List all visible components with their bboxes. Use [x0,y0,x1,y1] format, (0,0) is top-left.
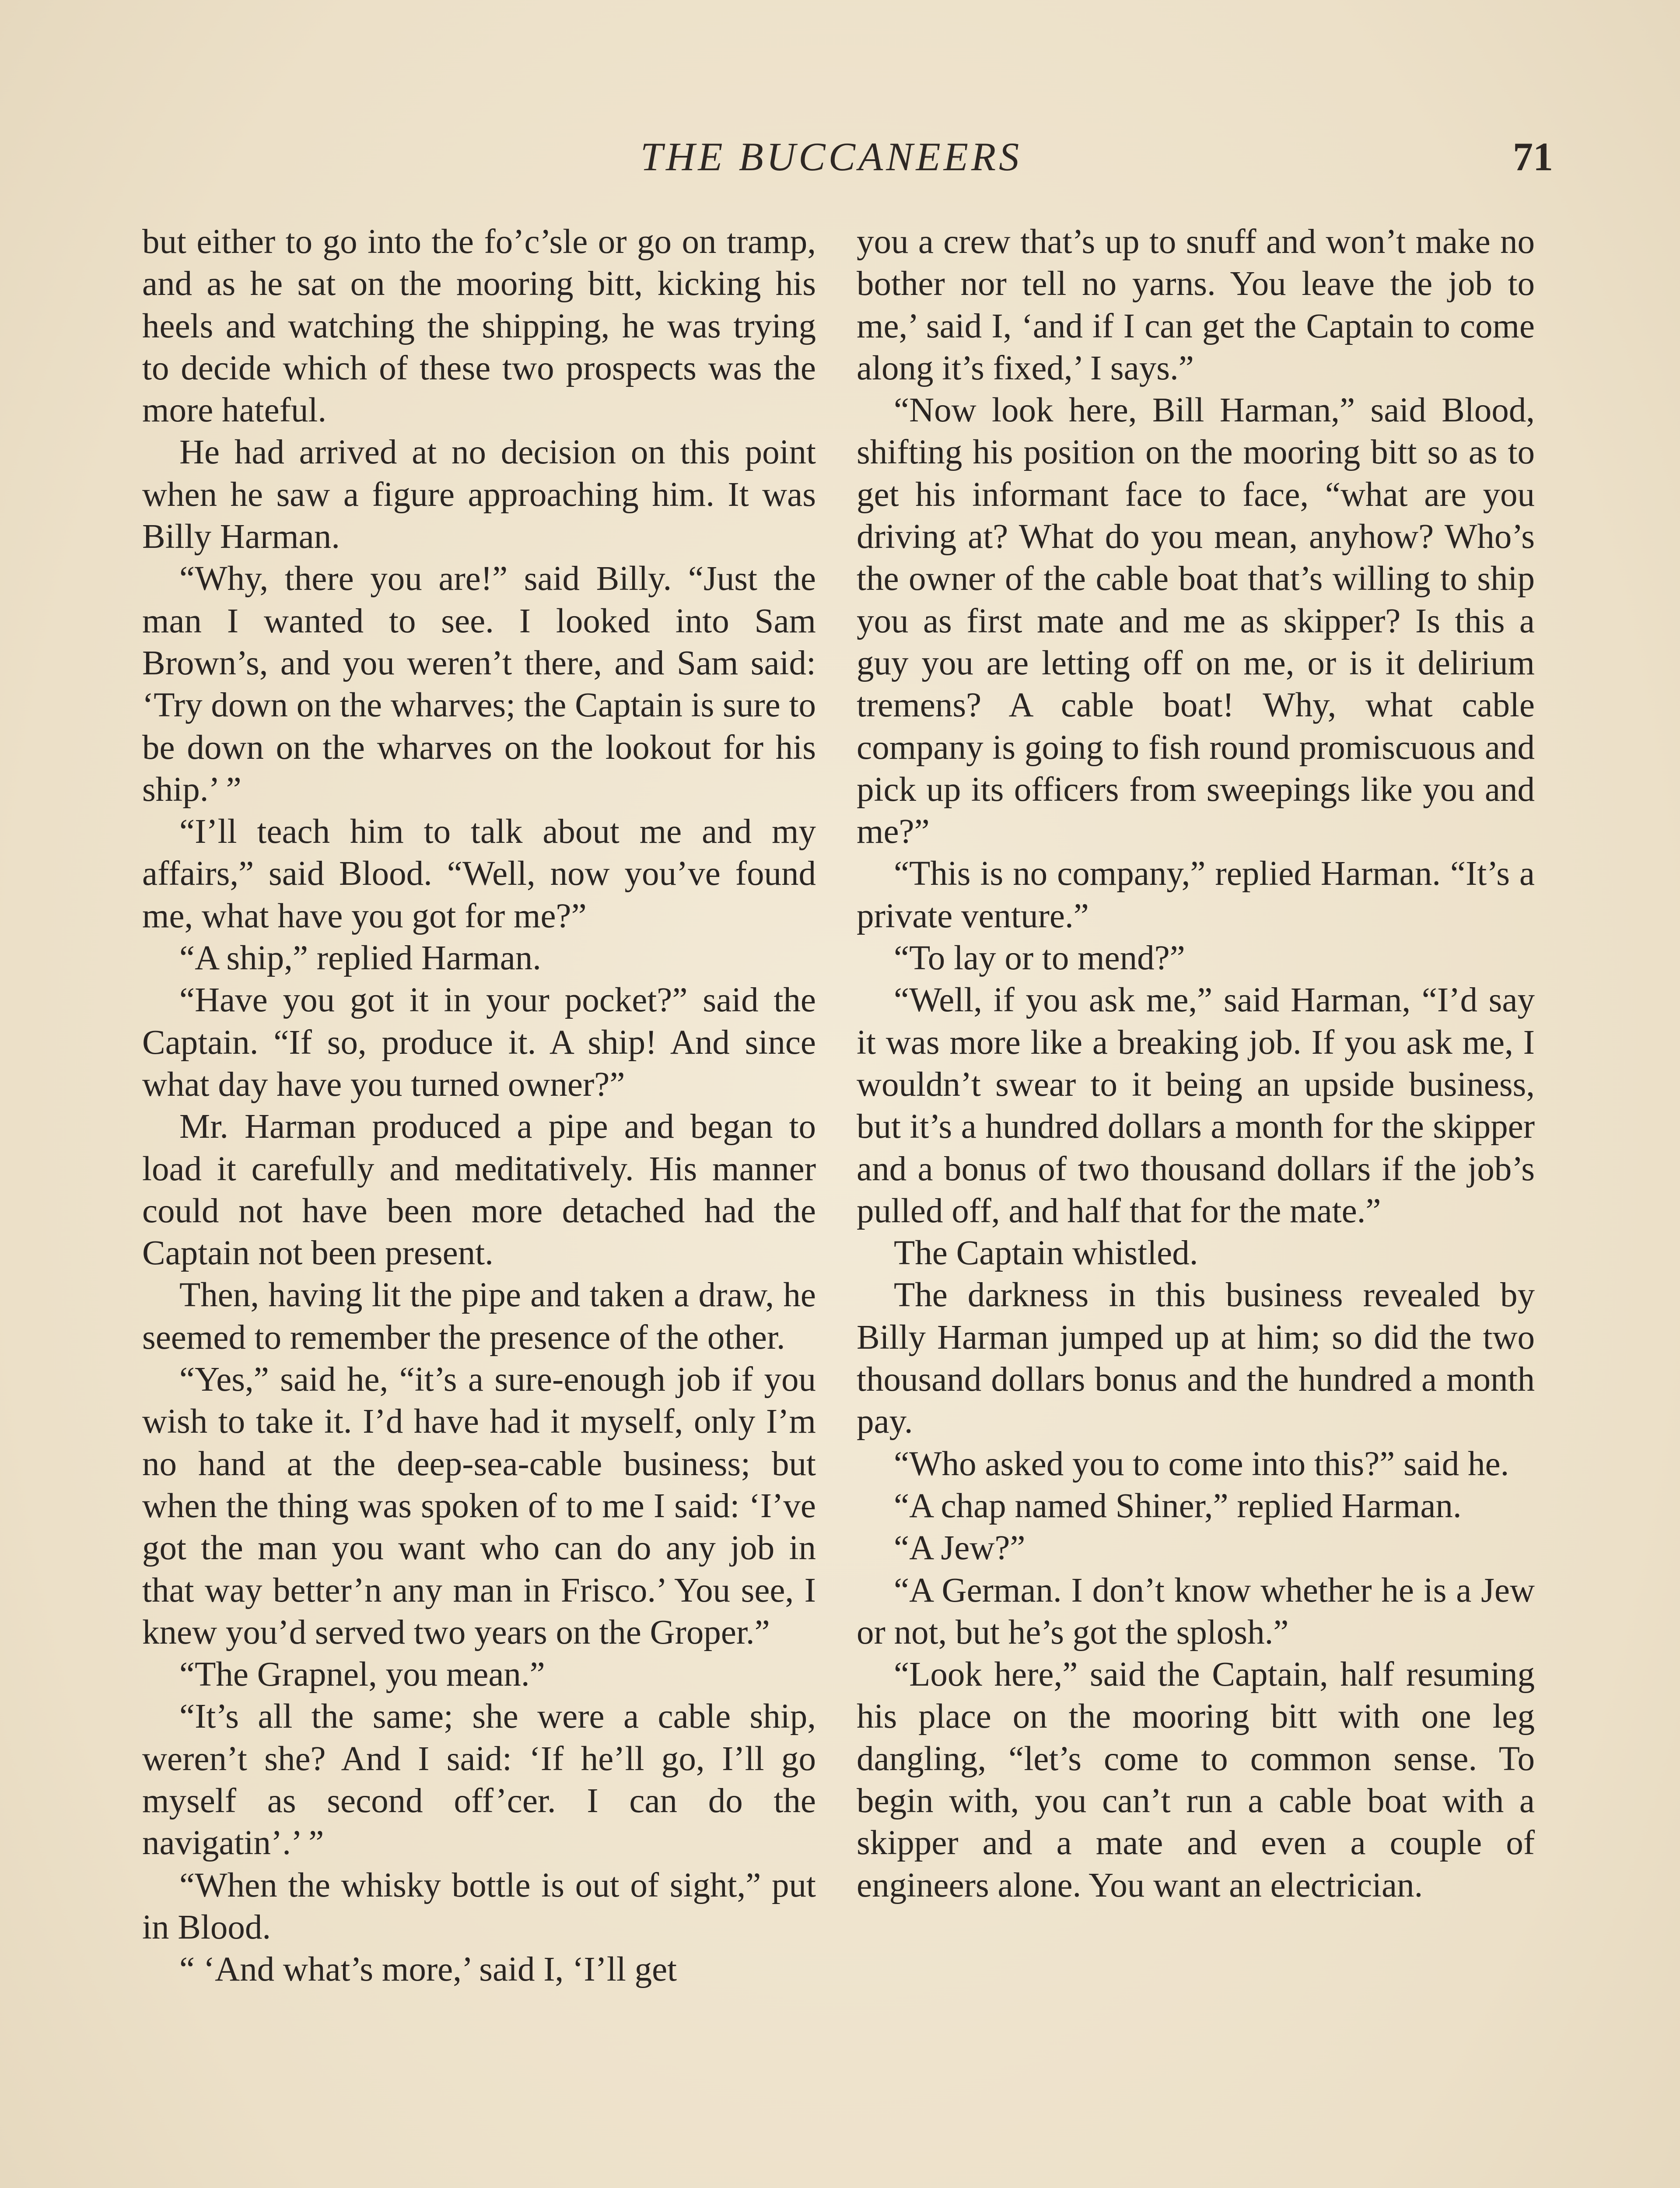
paragraph: “Have you got it in your pocket?” said the Captain. “If so, produce it. A ship! And since what day have you turned owner?” [142,981,816,1104]
left-column [142,221,816,1991]
paragraph: “ ‘And what’s more,’ said I, ‘I’ll get [179,1950,677,1989]
paragraph: “This is no company,” replied Harman. “It’s a private venture.” [857,855,1535,935]
paragraph: “I’ll teach him to talk about me and my affairs,” said Blood. “Well, now you’ve found me, what have you got for me?” [142,813,816,935]
page-number: 71 [1513,134,1553,179]
paragraph: “Who asked you to come into this?” said he. [894,1445,1509,1483]
paragraph: “Why, there you are!” said Billy. “Just the man I wanted to see. I looked into Sam Brown’s, and you weren’t there, and Sam said: ‘Try down on the wharves; the Captain is sure to be down on the wharves on the lookout for his ship.’ ” [142,560,816,809]
paragraph: Then, having lit the pipe and taken a draw, he seemed to remember the presence of the other. [142,1276,816,1357]
paragraph: “It’s all the same; she were a cable ship, weren’t she? And I said: ‘If he’ll go, I’ll go myself as second off’cer. I can do the navigatin’.’ ” [142,1697,816,1862]
paragraph: “Well, if you ask me,” said Harman, “I’d say it was more like a breaking job. If you ask me, I wouldn’t swear to it being an upside business, but it’s a hundred dollars a month for the skipper and a bonus of two thousand dollars if the job’s pulled off, and half that for the mate.” [857,981,1535,1230]
right-column [857,221,1535,1907]
paragraph: The darkness in this business revealed by Billy Harman jumped up at him; so did the two thousand dollars bonus and the hundred a month pay. [857,1276,1535,1441]
paragraph: “A German. I don’t know whether he is a Jew or not, but he’s got the splosh.” [857,1571,1535,1652]
paragraph: “Now look here, Bill Harman,” said Blood, shifting his position on the mooring bitt so as to get his informant face to face, “what are you driving at? What do you mean, anyhow? Who’s the owner of the cable boat that’s willing to ship you as first mate and me as skipper? Is this a guy you are letting off on me, or is it delirium tremens? A cable boat! Why, what cable company is going to fish round promiscuous and pick up its officers from sweepings like you and me?” [857,391,1535,851]
paragraph: “A ship,” replied Harman. [179,939,542,978]
paragraph: “When the whisky bottle is out of sight,” put in Blood. [142,1866,816,1946]
paragraph: He had arrived at no decision on this point when he saw a figure approaching him. It was Billy Harman. [142,433,816,556]
paragraph: The Captain whistled. [894,1234,1198,1273]
paragraph: “A Jew?” [894,1529,1026,1567]
paragraph: Mr. Harman produced a pipe and began to load it carefully and meditatively. His manner could not have been more detached had the Captain not been present. [142,1108,816,1273]
paragraph: but either to go into the fo’c’sle or go on tramp, and as he sat on the mooring bitt, kicking his heels and watching the shipping, he was trying to decide which of these two prospects was the more hateful. [142,223,816,430]
running-head [0,133,1680,182]
paragraph: “Yes,” said he, “it’s a sure-enough job if you wish to take it. I’d have had it myself, only I’m no hand at the deep-sea-cable business; but when the thing was spoken of to me I said: ‘I’ve got the man you want who can do any job in that way better’n any man in Frisco.’ You see, I knew you’d served two years on the Groper.” [142,1360,816,1652]
paragraph: “To lay or to mend?” [894,939,1185,978]
paragraph: “A chap named Shiner,” replied Harman. [894,1487,1462,1525]
running-title: THE BUCCANEERS [640,134,1022,179]
paragraph: “Look here,” said the Captain, half resuming his place on the mooring bitt with one leg dangling, “let’s come to common sense. To begin with, you can’t run a cable boat with a skipper and a mate and even a couple of engineers alone. You want an electrician. [857,1655,1535,1904]
paragraph: you a crew that’s up to snuff and won’t make no bother nor tell no yarns. You leave the job to me,’ said I, ‘and if I can get the Captain to come along it’s fixed,’ I says.” [857,223,1535,387]
paragraph: “The Grapnel, you mean.” [179,1655,545,1694]
